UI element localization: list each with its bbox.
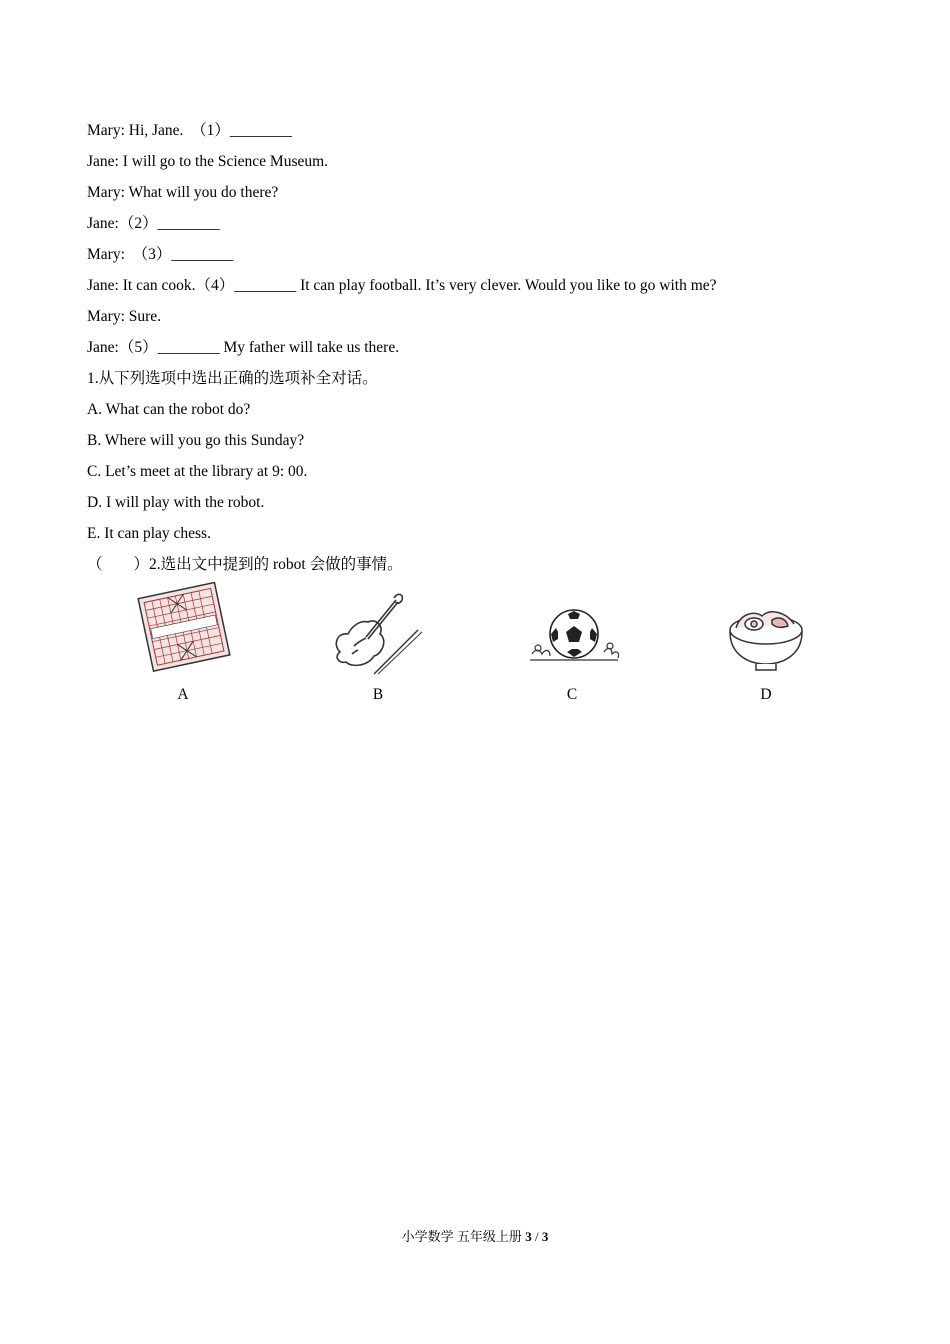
picture-label-d: D [760, 686, 772, 703]
picture-label-c: C [566, 686, 578, 703]
page-footer [0, 1226, 950, 1245]
question-1-title: 1.从下列选项中选出正确的选项补全对话。 [87, 370, 378, 387]
option-d: D. I will play with the robot. [87, 494, 265, 511]
dialogue-line: Jane:（2）________ [87, 215, 220, 232]
food-bowl-icon [706, 582, 826, 682]
option-b: B. Where will you go this Sunday? [87, 432, 305, 449]
footer-page-separator: / [531, 1229, 542, 1244]
violin-icon [318, 582, 438, 682]
picture-label-b: B [372, 686, 384, 703]
picture-label-a: A [177, 686, 189, 703]
dialogue-line: Mary: （3）________ [87, 246, 234, 263]
dialogue-line: Mary: What will you do there? [87, 184, 279, 201]
chess-board-icon [123, 582, 243, 682]
picture-options [0, 582, 950, 722]
option-a: A. What can the robot do? [87, 401, 251, 418]
football-icon [512, 582, 632, 682]
footer-page-total: 3 [541, 1229, 549, 1244]
dialogue-line: Jane: It can cook.（4）________ It can play football. It’s very clever. Would you like to go with me? [87, 277, 717, 294]
question-2-title: （ ）2.选出文中提到的 robot 会做的事情。 [87, 556, 403, 573]
option-c: C. Let’s meet at the library at 9: 00. [87, 463, 308, 480]
footer-subject: 小学数学 五年级上册 [401, 1229, 522, 1244]
dialogue-line: Jane:（5）________ My father will take us there. [87, 339, 400, 356]
dialogue-line: Mary: Sure. [87, 308, 162, 325]
dialogue-line: Mary: Hi, Jane. （1）________ [87, 122, 292, 139]
option-e: E. It can play chess. [87, 525, 211, 542]
dialogue-line: Jane: I will go to the Science Museum. [87, 153, 329, 170]
worksheet-content [87, 117, 887, 582]
footer-page-current: 3 [525, 1229, 532, 1244]
